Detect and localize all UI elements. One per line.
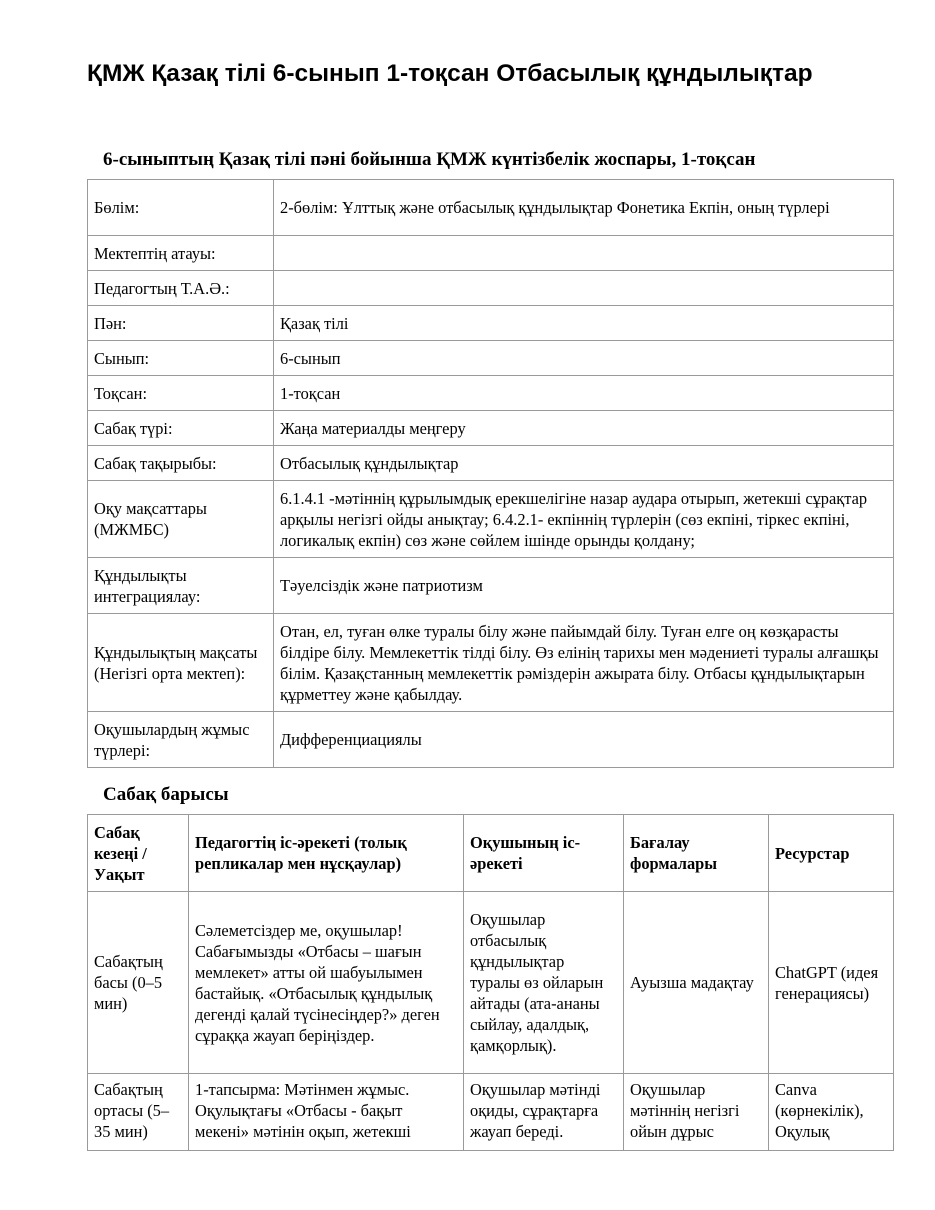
lesson-assessment: Ауызша мадақтау [624,892,769,1074]
plan-label: Құндылықты интеграциялау: [88,558,274,614]
plan-label: Құндылықтың мақсаты (Негізгі орта мектеп): [88,614,274,712]
plan-label: Оқушылардың жұмыс түрлері: [88,712,274,768]
plan-row [88,236,894,271]
plan-label: Бөлім: [88,180,274,236]
lesson-table [87,814,894,1151]
plan-label: Пән: [88,306,274,341]
plan-row [88,481,894,558]
column-header-resources: Ресурстар [769,815,894,892]
plan-value: 1-тоқсан [274,376,894,411]
plan-row [88,306,894,341]
plan-label: Сабақ тақырыбы: [88,446,274,481]
plan-table [87,179,894,768]
plan-value: Отан, ел, туған өлке туралы білу және пайымдай білу. Туған елге оң көзқарасты білдіре білу. Мемлекеттік тілді білу. Өз елінің тарихы мен мәдениеті туралы алғашқы білім. Қазақстанның мемлекеттік рәміздерін ажырата білу. Отбасы құндылықтарын құрметтеу және қабылдау. [274,614,894,712]
plan-row [88,446,894,481]
lesson-header-row [88,815,894,892]
plan-value [274,271,894,306]
plan-row [88,376,894,411]
plan-value: 6.1.4.1 -мәтіннің құрылымдық ерекшелігіне назар аудара отырып, жетекші сұрақтар арқылы негізгі ойды анықтау; 6.4.2.1- екпіннің түрлерін (сөз екпіні, тіркес екпіні, логикалық екпін) сөз және сөйлем ішінде орынды қолдану; [274,481,894,558]
lesson-assessment: Оқушылар мәтіннің негізгі ойын дұрыс [624,1074,769,1151]
document-title: ҚМЖ Қазақ тілі 6-сынып 1-тоқсан Отбасылық құндылықтар [87,60,813,87]
lesson-resources: ChatGPT (идея генерациясы) [769,892,894,1074]
column-header-stage: Сабақ кезеңі / Уақыт [88,815,189,892]
lesson-row [88,1074,894,1151]
plan-label: Сабақ түрі: [88,411,274,446]
plan-row [88,341,894,376]
plan-value: Тәуелсіздік және патриотизм [274,558,894,614]
plan-row [88,411,894,446]
plan-label: Сынып: [88,341,274,376]
plan-value: 2-бөлім: Ұлттық және отбасылық құндылықтар Фонетика Екпін, оның түрлері [274,180,894,236]
lesson-heading: Сабақ барысы [103,784,229,805]
plan-label: Тоқсан: [88,376,274,411]
lesson-teacher-activity: 1-тапсырма: Мәтінмен жұмыс. Оқулықтағы «Отбасы - бақыт мекені» мәтінін оқып, жетекші [189,1074,464,1151]
plan-label: Мектептің атауы: [88,236,274,271]
lesson-teacher-activity: Сәлеметсіздер ме, оқушылар! Сабағымызды «Отбасы – шағын мемлекет» атты ой шабуылымен бастайық. «Отбасылық құндылық дегенді қалай түсінесіңдер?» деген сұраққа жауап беріңіздер. [189,892,464,1074]
plan-row [88,712,894,768]
plan-row [88,271,894,306]
plan-value [274,236,894,271]
lesson-student-activity: Оқушылар мәтінді оқиды, сұрақтарға жауап береді. [464,1074,624,1151]
plan-value: Дифференциациялы [274,712,894,768]
lesson-row [88,892,894,1074]
plan-value: 6-сынып [274,341,894,376]
plan-value: Жаңа материалды меңгеру [274,411,894,446]
plan-row [88,180,894,236]
column-header-teacher: Педагогтің іс-әрекеті (толық репликалар мен нұсқаулар) [189,815,464,892]
plan-value: Отбасылық құндылықтар [274,446,894,481]
plan-row [88,558,894,614]
plan-value: Қазақ тілі [274,306,894,341]
column-header-student: Оқушының іс-әрекеті [464,815,624,892]
plan-label: Педагогтың Т.А.Ә.: [88,271,274,306]
plan-row [88,614,894,712]
lesson-stage: Сабақтың басы (0–5 мин) [88,892,189,1074]
plan-label: Оқу мақсаттары (МЖМБС) [88,481,274,558]
column-header-assessment: Бағалау формалары [624,815,769,892]
lesson-student-activity: Оқушылар отбасылық құндылықтар туралы өз ойларын айтады (ата-ананы сыйлау, адалдық, қамқорлық). [464,892,624,1074]
plan-heading: 6-сыныптың Қазақ тілі пәні бойынша ҚМЖ күнтізбелік жоспары, 1-тоқсан [103,149,756,170]
lesson-stage: Сабақтың ортасы (5–35 мин) [88,1074,189,1151]
lesson-resources: Canva (көрнекілік), Оқулық [769,1074,894,1151]
